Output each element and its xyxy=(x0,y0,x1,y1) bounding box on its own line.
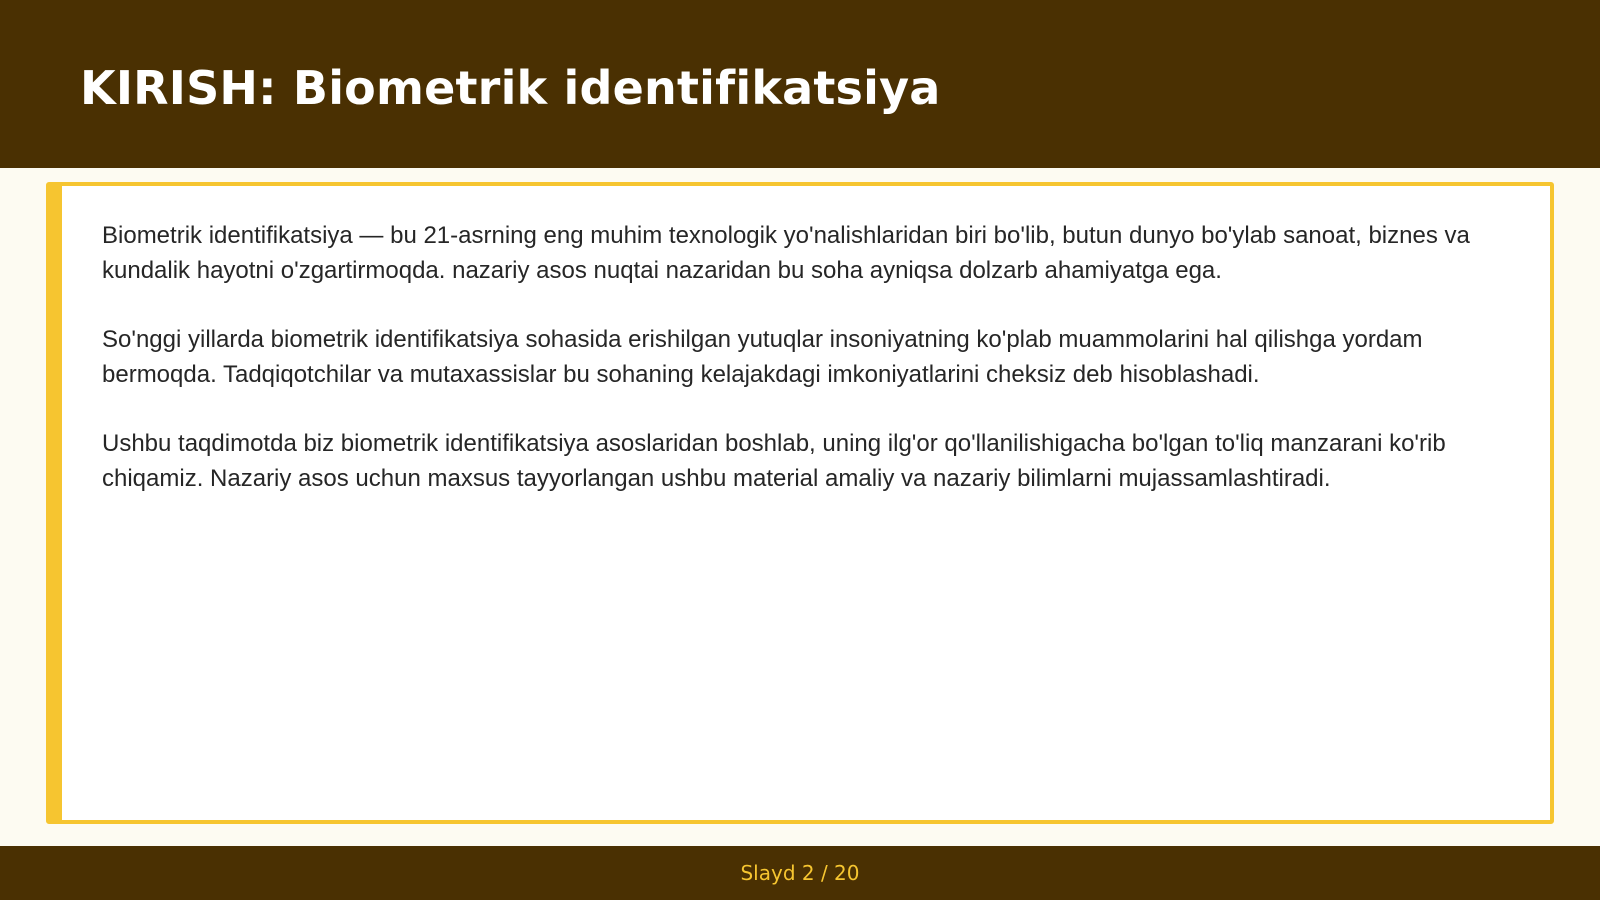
paragraph-1: Biometrik identifikatsiya — bu 21-asrning eng muhim texnologik yo'nalishlaridan biri bo'lib, butun dunyo bo'ylab sanoat, biznes va kundalik hayotni o'zgartirmoqda. nazariy asos nuqtai nazaridan bu soha ayniqsa dolzarb ahamiyatga ega. xyxy=(102,222,1470,284)
content-text xyxy=(102,218,1522,530)
slide-header xyxy=(0,0,1600,168)
slide-footer xyxy=(0,846,1600,900)
slide-title: KIRISH: Biometrik identifikatsiya xyxy=(80,61,941,115)
paragraph-3: Ushbu taqdimotda biz biometrik identifikatsiya asoslaridan boshlab, uning ilg'or qo'llanilishigacha bo'lgan to'liq manzarani ko'rib chiqamiz. Nazariy asos uchun maxsus tayyorlangan ushbu material amaliy va nazariy bilimlarni mujassamlashtiradi. xyxy=(102,430,1446,492)
content-box xyxy=(46,182,1554,824)
slide-number: Slayd 2 / 20 xyxy=(740,861,860,885)
paragraph-2: So'nggi yillarda biometrik identifikatsiya sohasida erishilgan yutuqlar insoniyatning ko'plab muammolarini hal qilishga yordam bermoqda. Tadqiqotchilar va mutaxassislar bu sohaning kelajakdagi imkoniyatlarini cheksiz deb hisoblashadi. xyxy=(102,326,1423,388)
